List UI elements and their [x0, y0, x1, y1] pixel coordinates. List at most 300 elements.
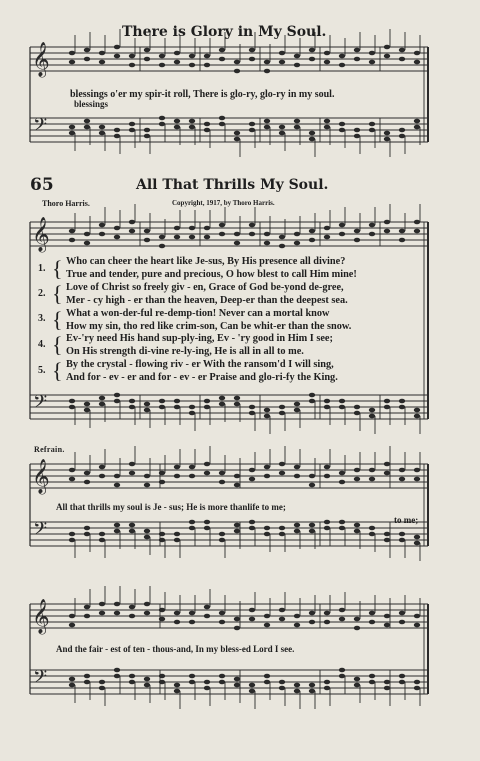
note-head: [174, 689, 180, 694]
note-head: [69, 623, 75, 628]
note-head: [189, 125, 195, 130]
note-head: [234, 137, 240, 142]
note-head: [354, 229, 360, 234]
note-head: [339, 526, 345, 531]
note-head: [369, 477, 375, 482]
note-head: [234, 69, 240, 74]
note-head: [174, 235, 180, 240]
note-head: [234, 523, 240, 528]
note-head: [369, 232, 375, 237]
note-head: [219, 611, 225, 616]
note-head: [84, 471, 90, 476]
note-head: [114, 523, 120, 528]
note-head: [99, 402, 105, 407]
note-head: [369, 620, 375, 625]
clef-glyph: 𝄢: [33, 392, 48, 417]
note-head: [174, 538, 180, 543]
note-head: [114, 474, 120, 479]
note-head: [204, 614, 210, 619]
note-head: [309, 393, 315, 398]
verse-line: By the crystal - flowing riv - er With the ransom'd I will sing,: [66, 359, 334, 370]
note-head: [99, 602, 105, 607]
note-head: [114, 45, 120, 50]
note-head: [294, 529, 300, 534]
note-head: [339, 63, 345, 68]
note-head: [414, 614, 420, 619]
note-head: [309, 483, 315, 488]
note-head: [354, 529, 360, 534]
note-head: [339, 471, 345, 476]
note-head: [69, 60, 75, 65]
note-head: [219, 48, 225, 53]
note-head: [144, 611, 150, 616]
note-head: [369, 51, 375, 56]
note-head: [324, 226, 330, 231]
note-head: [114, 674, 120, 679]
note-head: [99, 465, 105, 470]
note-head: [399, 538, 405, 543]
note-head: [114, 399, 120, 404]
note-head: [159, 480, 165, 485]
note-head: [204, 605, 210, 610]
note-head: [84, 614, 90, 619]
note-head: [384, 532, 390, 537]
note-head: [324, 686, 330, 691]
note-head: [309, 48, 315, 53]
note-head: [99, 396, 105, 401]
note-head: [294, 465, 300, 470]
note-head: [399, 674, 405, 679]
verse-brace: {: [52, 332, 63, 357]
note-head: [279, 680, 285, 685]
note-head: [384, 680, 390, 685]
note-head: [84, 48, 90, 53]
note-head: [249, 477, 255, 482]
note-head: [219, 471, 225, 476]
note-head: [69, 131, 75, 136]
note-head: [369, 223, 375, 228]
note-head: [129, 462, 135, 467]
note-head: [354, 57, 360, 62]
note-head: [189, 54, 195, 59]
note-head: [264, 526, 270, 531]
note-head: [249, 232, 255, 237]
note-head: [144, 238, 150, 243]
note-head: [219, 57, 225, 62]
note-head: [399, 238, 405, 243]
note-head: [204, 686, 210, 691]
verse-line: What a won-der-ful re-demp-tion! Never can a mortal know: [66, 308, 330, 319]
note-head: [234, 617, 240, 622]
note-head: [204, 405, 210, 410]
note-head: [279, 686, 285, 691]
note-head: [99, 51, 105, 56]
note-head: [249, 48, 255, 53]
note-head: [324, 405, 330, 410]
note-head: [69, 683, 75, 688]
note-head: [84, 480, 90, 485]
note-head: [264, 60, 270, 65]
note-head: [264, 474, 270, 479]
note-head: [189, 119, 195, 124]
note-head: [324, 474, 330, 479]
note-head: [219, 396, 225, 401]
note-head: [114, 134, 120, 139]
note-head: [369, 414, 375, 419]
note-head: [339, 405, 345, 410]
note-head: [414, 468, 420, 473]
note-head: [204, 235, 210, 240]
note-head: [159, 244, 165, 249]
note-head: [219, 402, 225, 407]
note-head: [84, 402, 90, 407]
note-head: [84, 408, 90, 413]
note-head: [399, 229, 405, 234]
clef-glyph: 𝄞: [32, 42, 50, 77]
note-head: [399, 468, 405, 473]
note-head: [339, 399, 345, 404]
note-head: [324, 620, 330, 625]
note-head: [264, 465, 270, 470]
note-head: [354, 626, 360, 631]
note-head: [174, 683, 180, 688]
clef-glyph: 𝄢: [33, 667, 48, 692]
note-head: [234, 396, 240, 401]
note-head: [204, 226, 210, 231]
note-head: [309, 529, 315, 534]
note-head: [354, 677, 360, 682]
note-head: [399, 57, 405, 62]
note-head: [384, 220, 390, 225]
note-head: [84, 526, 90, 531]
note-head: [324, 520, 330, 525]
verse-line: Mer - cy high - er than the heaven, Deep-er than the deepest sea.: [66, 295, 348, 306]
note-head: [159, 532, 165, 537]
note-head: [144, 683, 150, 688]
refrain-label: Refrain.: [34, 445, 65, 454]
note-head: [129, 471, 135, 476]
note-head: [339, 232, 345, 237]
note-head: [189, 63, 195, 68]
note-head: [369, 526, 375, 531]
note-head: [129, 399, 135, 404]
note-head: [324, 125, 330, 130]
note-head: [144, 535, 150, 540]
note-head: [189, 526, 195, 531]
note-head: [354, 134, 360, 139]
note-head: [174, 611, 180, 616]
note-head: [354, 128, 360, 133]
note-head: [129, 614, 135, 619]
note-head: [354, 523, 360, 528]
note-head: [309, 131, 315, 136]
note-head: [189, 611, 195, 616]
note-head: [114, 668, 120, 673]
note-head: [219, 680, 225, 685]
refrain-lyrics: All that thrills my soul is Je - sus; He is more thanlife to me;: [56, 502, 286, 512]
note-head: [69, 238, 75, 243]
note-head: [339, 480, 345, 485]
note-head: [294, 54, 300, 59]
note-head: [249, 405, 255, 410]
note-head: [414, 220, 420, 225]
note-head: [384, 538, 390, 543]
note-head: [414, 60, 420, 65]
note-head: [384, 471, 390, 476]
note-head: [159, 538, 165, 543]
note-head: [234, 474, 240, 479]
note-head: [144, 57, 150, 62]
note-head: [294, 614, 300, 619]
note-head: [384, 229, 390, 234]
note-head: [129, 229, 135, 234]
note-head: [279, 532, 285, 537]
note-head: [144, 128, 150, 133]
note-head: [324, 119, 330, 124]
note-head: [324, 60, 330, 65]
note-head: [234, 60, 240, 65]
note-head: [264, 680, 270, 685]
note-head: [414, 408, 420, 413]
note-head: [324, 465, 330, 470]
composer: Thoro Harris.: [42, 199, 90, 208]
note-head: [384, 686, 390, 691]
note-head: [174, 226, 180, 231]
note-head: [309, 238, 315, 243]
note-head: [174, 60, 180, 65]
note-head: [159, 63, 165, 68]
note-head: [129, 529, 135, 534]
note-head: [204, 680, 210, 685]
note-head: [204, 63, 210, 68]
note-head: [129, 674, 135, 679]
note-head: [99, 232, 105, 237]
note-head: [384, 405, 390, 410]
note-head: [264, 532, 270, 537]
note-head: [339, 128, 345, 133]
note-head: [189, 465, 195, 470]
note-head: [84, 232, 90, 237]
note-head: [234, 683, 240, 688]
note-head: [309, 229, 315, 234]
note-head: [279, 51, 285, 56]
note-head: [294, 402, 300, 407]
note-head: [234, 131, 240, 136]
note-head: [309, 523, 315, 528]
note-head: [414, 535, 420, 540]
note-head: [69, 229, 75, 234]
note-head: [114, 529, 120, 534]
verse-line: Love of Christ so freely giv - en, Grace of God be-yond de-gree,: [66, 282, 344, 293]
note-head: [279, 125, 285, 130]
note-head: [144, 408, 150, 413]
note-head: [279, 244, 285, 249]
note-head: [279, 405, 285, 410]
note-head: [234, 529, 240, 534]
note-head: [414, 414, 420, 419]
clef-glyph: 𝄢: [33, 519, 48, 544]
note-head: [84, 119, 90, 124]
note-head: [249, 468, 255, 473]
note-head: [144, 529, 150, 534]
note-head: [159, 680, 165, 685]
note-head: [249, 608, 255, 613]
top-hymn-lyrics-alt: blessings: [74, 99, 109, 109]
note-head: [234, 626, 240, 631]
note-head: [294, 523, 300, 528]
note-head: [264, 119, 270, 124]
note-head: [159, 617, 165, 622]
note-head: [309, 399, 315, 404]
note-head: [219, 116, 225, 121]
note-head: [324, 235, 330, 240]
note-head: [114, 611, 120, 616]
note-head: [144, 402, 150, 407]
note-head: [69, 477, 75, 482]
note-head: [114, 393, 120, 398]
note-head: [369, 408, 375, 413]
note-head: [369, 532, 375, 537]
note-head: [414, 623, 420, 628]
note-head: [384, 399, 390, 404]
copyright: Copyright, 1917, by Thoro Harris.: [172, 199, 275, 207]
note-head: [369, 680, 375, 685]
note-head: [99, 125, 105, 130]
note-head: [84, 241, 90, 246]
note-head: [114, 483, 120, 488]
note-head: [69, 468, 75, 473]
note-head: [99, 686, 105, 691]
note-head: [294, 125, 300, 130]
note-head: [159, 116, 165, 121]
clef-glyph: 𝄞: [32, 217, 50, 252]
note-head: [144, 677, 150, 682]
note-head: [159, 405, 165, 410]
verse-brace: {: [52, 358, 63, 383]
note-head: [279, 235, 285, 240]
note-head: [114, 54, 120, 59]
note-head: [249, 223, 255, 228]
note-head: [159, 399, 165, 404]
note-head: [354, 617, 360, 622]
note-head: [84, 674, 90, 679]
note-head: [384, 137, 390, 142]
note-head: [189, 620, 195, 625]
note-head: [219, 232, 225, 237]
note-head: [279, 471, 285, 476]
note-head: [219, 674, 225, 679]
note-head: [99, 131, 105, 136]
note-head: [129, 128, 135, 133]
note-head: [189, 674, 195, 679]
note-head: [399, 134, 405, 139]
note-head: [324, 680, 330, 685]
note-head: [369, 468, 375, 473]
note-head: [354, 477, 360, 482]
note-head: [354, 411, 360, 416]
note-head: [414, 686, 420, 691]
note-head: [384, 623, 390, 628]
note-head: [309, 689, 315, 694]
note-head: [354, 468, 360, 473]
clef-glyph: 𝄢: [33, 115, 48, 140]
note-head: [399, 680, 405, 685]
note-head: [294, 63, 300, 68]
note-head: [249, 617, 255, 622]
note-head: [264, 232, 270, 237]
note-head: [264, 408, 270, 413]
verse-number: 4.: [38, 339, 46, 350]
note-head: [399, 477, 405, 482]
hymn-title: All That Thrills My Soul.: [136, 177, 329, 193]
note-head: [129, 122, 135, 127]
verse-number: 2.: [38, 288, 46, 299]
note-head: [174, 474, 180, 479]
note-head: [369, 128, 375, 133]
note-head: [399, 48, 405, 53]
note-head: [69, 405, 75, 410]
note-head: [324, 611, 330, 616]
note-head: [69, 125, 75, 130]
note-head: [249, 520, 255, 525]
clef-glyph: 𝄞: [32, 599, 50, 634]
note-head: [234, 677, 240, 682]
note-head: [174, 620, 180, 625]
note-head: [189, 226, 195, 231]
note-head: [249, 128, 255, 133]
note-head: [369, 611, 375, 616]
note-head: [324, 399, 330, 404]
verse-line: And for - ev - er and for - ev - er Praise and glo-ri-fy the King.: [66, 372, 338, 383]
note-head: [159, 54, 165, 59]
note-head: [294, 683, 300, 688]
note-head: [324, 51, 330, 56]
note-head: [174, 532, 180, 537]
note-head: [249, 411, 255, 416]
note-head: [264, 241, 270, 246]
note-head: [129, 405, 135, 410]
note-head: [114, 235, 120, 240]
note-head: [414, 541, 420, 546]
note-head: [384, 54, 390, 59]
note-head: [189, 405, 195, 410]
note-head: [264, 623, 270, 628]
note-head: [234, 232, 240, 237]
note-head: [279, 608, 285, 613]
verse-brace: {: [52, 256, 63, 281]
note-head: [249, 683, 255, 688]
note-head: [414, 51, 420, 56]
note-head: [144, 474, 150, 479]
note-head: [339, 668, 345, 673]
note-head: [99, 60, 105, 65]
note-head: [339, 674, 345, 679]
verse-line: True and tender, pure and precious, O how blest to call Him mine!: [66, 269, 357, 280]
note-head: [264, 69, 270, 74]
note-head: [84, 57, 90, 62]
note-head: [309, 620, 315, 625]
top-hymn-title: There is Glory in My Soul.: [122, 24, 327, 40]
note-head: [189, 474, 195, 479]
note-head: [174, 465, 180, 470]
note-head: [369, 60, 375, 65]
note-head: [99, 680, 105, 685]
note-head: [204, 122, 210, 127]
note-head: [399, 405, 405, 410]
note-head: [369, 674, 375, 679]
note-head: [249, 689, 255, 694]
note-head: [144, 229, 150, 234]
